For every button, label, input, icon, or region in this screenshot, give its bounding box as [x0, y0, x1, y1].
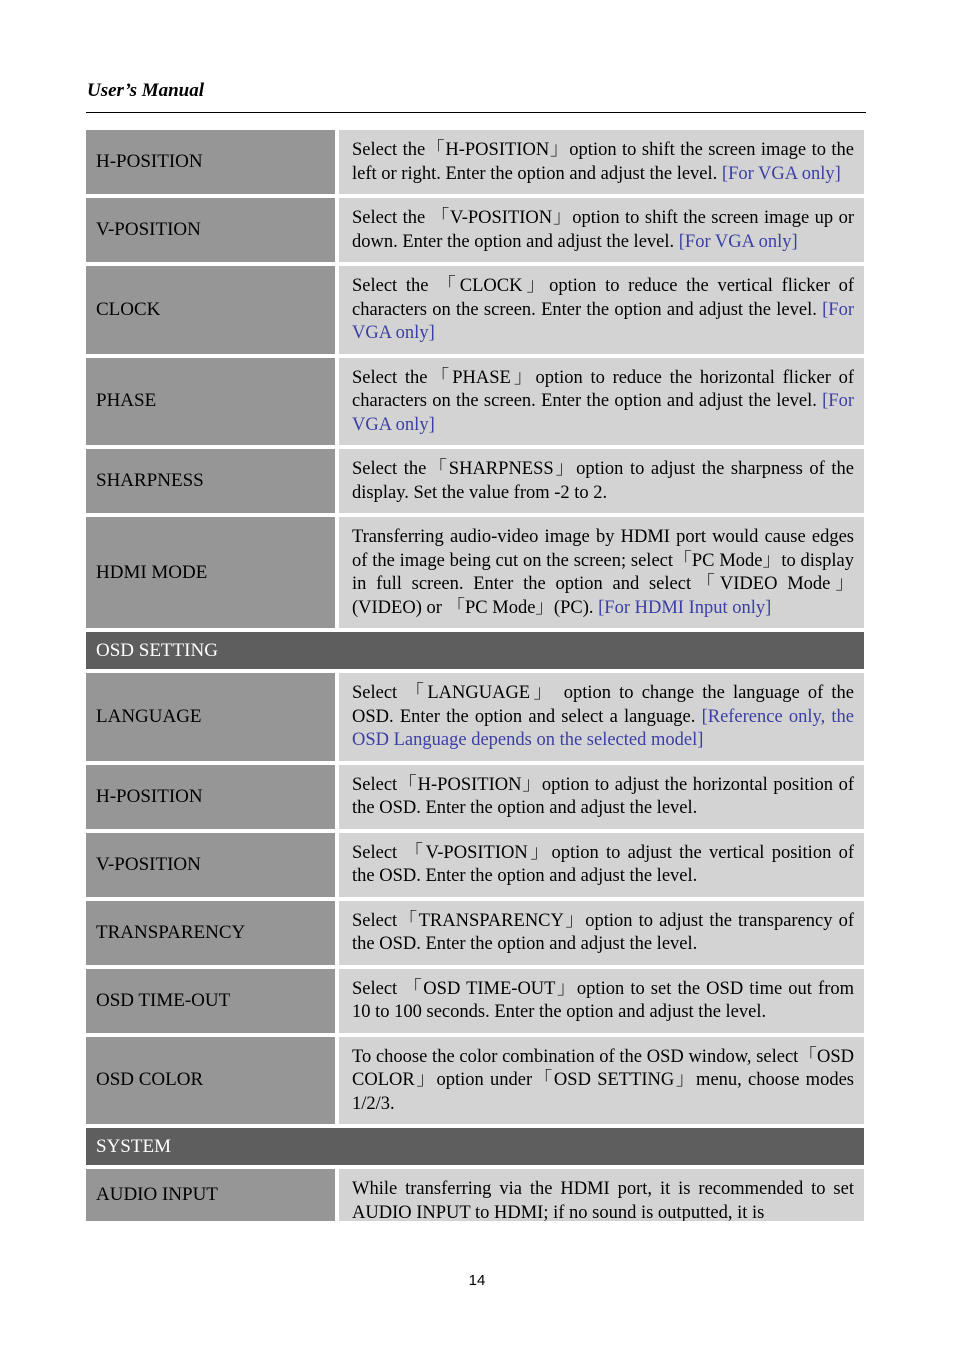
table-row — [86, 969, 864, 1033]
row-description: Select「H-POSITION」option to adjust the horizontal position of the OSD. Enter the option and adjust the level. — [339, 765, 864, 829]
row-note: [For VGA only] — [721, 163, 841, 184]
table-row — [86, 765, 864, 829]
row-label: OSD COLOR — [86, 1037, 335, 1125]
row-label: H-POSITION — [86, 130, 335, 194]
row-label: V-POSITION — [86, 833, 335, 897]
row-description: Transferring audio-video image by HDMI port would cause edges of the image being cut on the screen; select「PC Mode」to display in full screen. Enter the option and select「VIDEO Mode」(VIDEO) or 「PC Mode」(PC). [For HDMI Input only] — [339, 517, 864, 628]
row-description: Select the「SHARPNESS」option to adjust the sharpness of the display. Set the value from -2 to 2. — [339, 449, 864, 513]
row-description: While transferring via the HDMI port, it is recommended to set AUDIO INPUT to HDMI; if no sound is outputted, it is — [339, 1169, 864, 1221]
table-row — [86, 266, 864, 354]
row-label: LANGUAGE — [86, 673, 335, 761]
row-description: Select the 「CLOCK」option to reduce the vertical flicker of characters on the screen. Enter the option and adjust the level. [For VGA only] — [339, 266, 864, 354]
row-label: SHARPNESS — [86, 449, 335, 513]
row-note: [Reference only, the OSD Language depends on the selected model] — [352, 706, 854, 750]
section-header-osd-setting: OSD SETTING — [86, 632, 864, 669]
row-label: AUDIO INPUT — [86, 1169, 335, 1221]
section-header-system: SYSTEM — [86, 1128, 864, 1165]
table-row — [86, 1169, 864, 1221]
table-row — [86, 673, 864, 761]
row-note: [For HDMI Input only] — [598, 597, 772, 618]
row-description: Select「TRANSPARENCY」option to adjust the transparency of the OSD. Enter the option and adjust the level. — [339, 901, 864, 965]
row-label: V-POSITION — [86, 198, 335, 262]
table-row — [86, 517, 864, 628]
table-row — [86, 833, 864, 897]
row-description: Select 「LANGUAGE」 option to change the language of the OSD. Enter the option and select a language. [Reference only, the OSD Language depends on the selected model] — [339, 673, 864, 761]
row-description: Select 「OSD TIME-OUT」option to set the OSD time out from 10 to 100 seconds. Enter the option and adjust the level. — [339, 969, 864, 1033]
row-description: Select the「H-POSITION」option to shift the screen image to the left or right. Enter the option and adjust the level. [For VGA only] — [339, 130, 864, 194]
table-row — [86, 198, 864, 262]
header-rule — [86, 112, 866, 113]
row-label: PHASE — [86, 358, 335, 446]
table-row — [86, 449, 864, 513]
row-note: [For VGA only] — [352, 299, 854, 343]
table-row — [86, 358, 864, 446]
page-header-title: User’s Manual — [87, 80, 205, 101]
settings-table — [86, 130, 864, 1221]
row-note: [For VGA only] — [352, 391, 854, 435]
table-row — [86, 1037, 864, 1125]
row-note: [For VGA only] — [678, 231, 798, 252]
row-label: OSD TIME-OUT — [86, 969, 335, 1033]
row-label: CLOCK — [86, 266, 335, 354]
table-row — [86, 130, 864, 194]
row-label: HDMI MODE — [86, 517, 335, 628]
row-description: Select the 「V-POSITION」option to shift the screen image up or down. Enter the option and adjust the level. [For VGA only] — [339, 198, 864, 262]
page-number: 14 — [468, 1272, 486, 1289]
row-description: Select 「V-POSITION」option to adjust the vertical position of the OSD. Enter the option and adjust the level. — [339, 833, 864, 897]
table-row — [86, 901, 864, 965]
row-label: H-POSITION — [86, 765, 335, 829]
row-description: Select the「PHASE」option to reduce the horizontal flicker of characters on the screen. Enter the option and adjust the level. [For VGA only] — [339, 358, 864, 446]
row-description: To choose the color combination of the OSD window, select「OSD COLOR」option under「OSD SETTING」menu, choose modes 1/2/3. — [339, 1037, 864, 1125]
row-label: TRANSPARENCY — [86, 901, 335, 965]
